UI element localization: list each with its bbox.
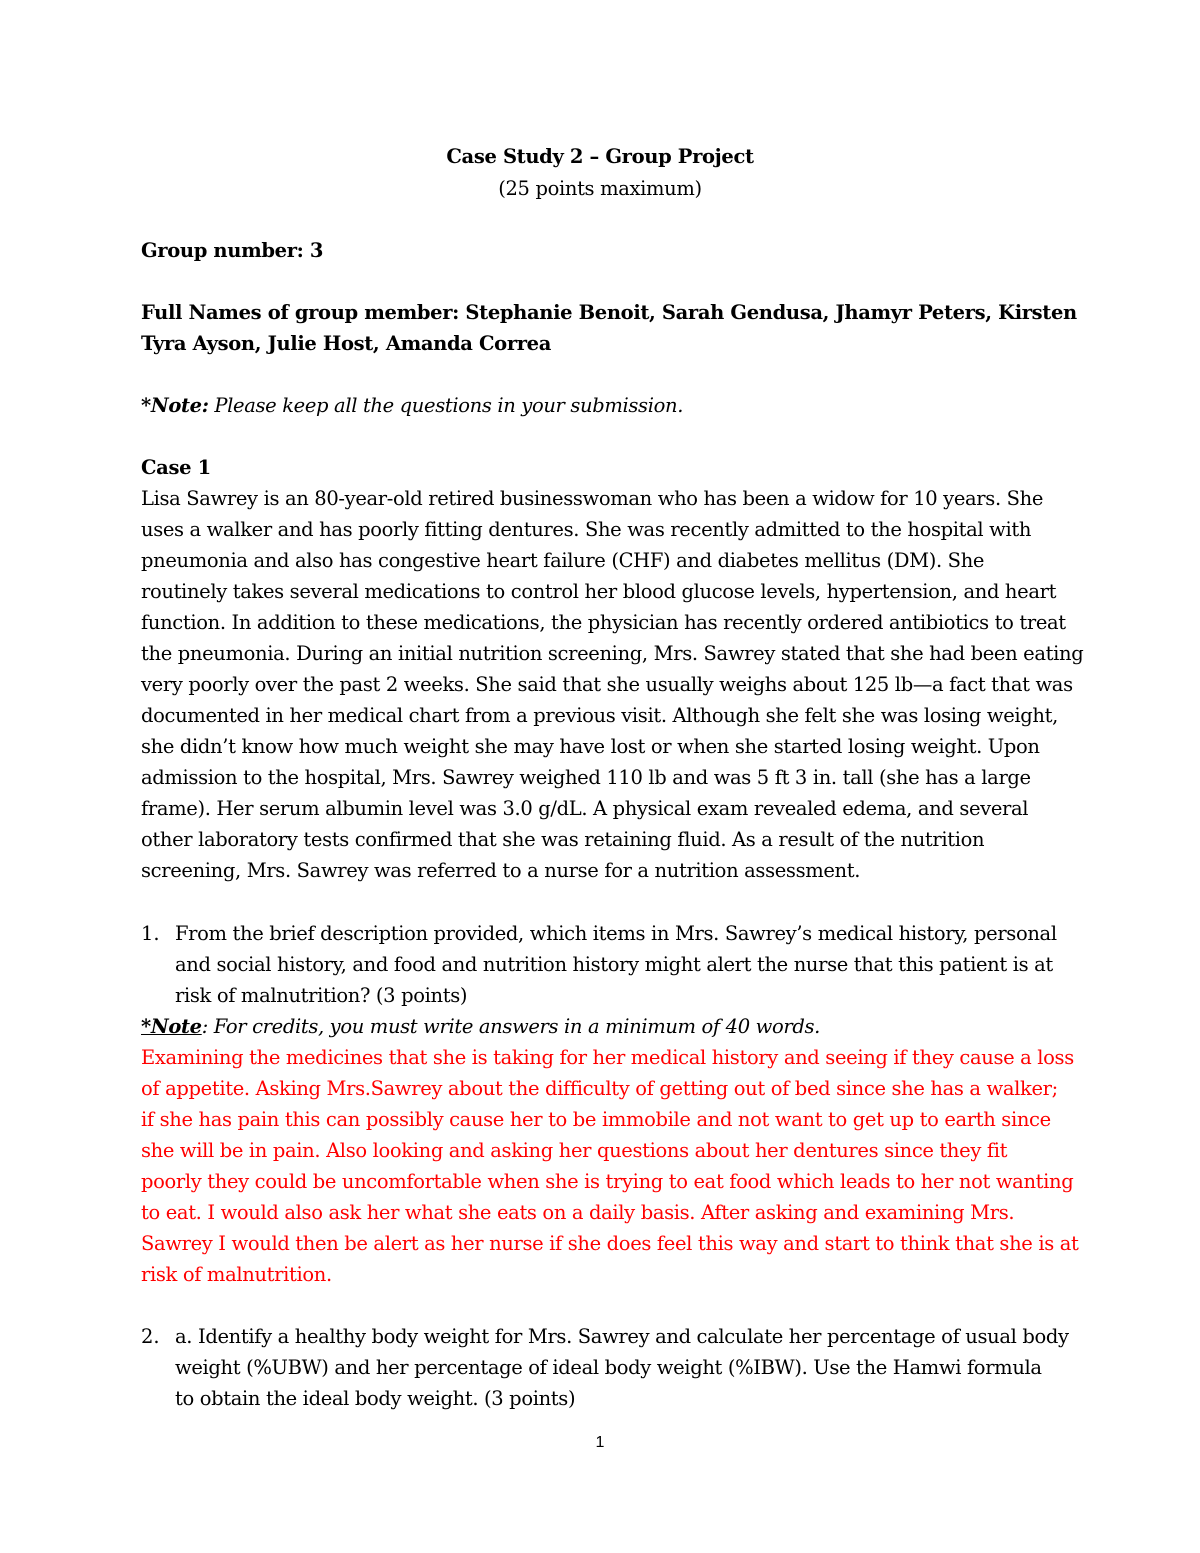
group-members-line-1: Full Names of group member: Stephanie Benoit, Sarah Gendusa, Jhamyr Peters, Kirsten xyxy=(141,301,1077,324)
answer-line: of appetite. Asking Mrs.Sawrey about the difficulty of getting out of bed since she has a walker; xyxy=(141,1077,1058,1100)
answer-line: Sawrey I would then be alert as her nurse if she does feel this way and start to think that she is at xyxy=(141,1232,1079,1255)
case-paragraph-line: other laboratory tests confirmed that she was retaining fluid. As a result of the nutrition xyxy=(141,828,985,851)
case-paragraph-line: frame). Her serum albumin level was 3.0 g/dL. A physical exam revealed edema, and several xyxy=(141,797,1029,820)
case-paragraph-line: Lisa Sawrey is an 80-year-old retired businesswoman who has been a widow for 10 years. She xyxy=(141,487,1044,510)
group-members-line-2: Tyra Ayson, Julie Host, Amanda Correa xyxy=(141,332,552,355)
case-paragraph-line: she didn’t know how much weight she may have lost or when she started losing weight. Upon xyxy=(141,735,1040,758)
credit-note-text: : For credits, you must write answers in a minimum of 40 words. xyxy=(201,1015,820,1038)
answer-line: to eat. I would also ask her what she eats on a daily basis. After asking and examining Mrs. xyxy=(141,1201,1015,1224)
question-2-line: to obtain the ideal body weight. (3 points) xyxy=(175,1387,576,1410)
question-1-line: From the brief description provided, which items in Mrs. Sawrey’s medical history, personal xyxy=(175,922,1057,945)
case-paragraph-line: the pneumonia. During an initial nutrition screening, Mrs. Sawrey stated that she had been eating xyxy=(141,642,1084,665)
credit-note-label: *Note xyxy=(141,1015,202,1038)
group-number: Group number: 3 xyxy=(141,239,324,262)
question-1-number: 1. xyxy=(141,922,160,945)
case-paragraph-line: routinely takes several medications to control her blood glucose levels, hypertension, and heart xyxy=(141,580,1057,603)
note-label: *Note: xyxy=(141,394,209,417)
answer-line: she will be in pain. Also looking and asking her questions about her dentures since they fit xyxy=(141,1139,1008,1162)
case-paragraph-line: screening, Mrs. Sawrey was referred to a nurse for a nutrition assessment. xyxy=(141,859,861,882)
answer-line: poorly they could be uncomfortable when she is trying to eat food which leads to her not wanting xyxy=(141,1170,1074,1193)
case-paragraph-line: admission to the hospital, Mrs. Sawrey weighed 110 lb and was 5 ft 3 in. tall (she has a large xyxy=(141,766,1031,789)
case-paragraph-line: uses a walker and has poorly fitting dentures. She was recently admitted to the hospital with xyxy=(141,518,1032,541)
submission-note xyxy=(141,390,1071,421)
question-1-line: and social history, and food and nutrition history might alert the nurse that this patient is at xyxy=(175,953,1053,976)
page-number: 1 xyxy=(595,1434,605,1451)
case-paragraph-line: pneumonia and also has congestive heart failure (CHF) and diabetes mellitus (DM). She xyxy=(141,549,985,572)
document-title: Case Study 2 – Group Project xyxy=(446,145,754,168)
case-paragraph-line: very poorly over the past 2 weeks. She said that she usually weighs about 125 lb—a fact that was xyxy=(141,673,1073,696)
case-title: Case 1 xyxy=(141,456,211,479)
question-2-line: a. Identify a healthy body weight for Mrs. Sawrey and calculate her percentage of usual body xyxy=(175,1325,1069,1348)
note-text: Please keep all the questions in your submission. xyxy=(208,394,684,417)
question-2-number: 2. xyxy=(141,1325,160,1348)
case-paragraph-line: function. In addition to these medications, the physician has recently ordered antibiotics to treat xyxy=(141,611,1066,634)
question-1-line: risk of malnutrition? (3 points) xyxy=(175,984,468,1007)
case-paragraph-line: documented in her medical chart from a previous visit. Although she felt she was losing weight, xyxy=(141,704,1058,727)
answer-line: risk of malnutrition. xyxy=(141,1263,332,1286)
answer-line: if she has pain this can possibly cause her to be immobile and not want to get up to earth since xyxy=(141,1108,1051,1131)
credit-note xyxy=(141,1011,1071,1042)
question-2-line: weight (%UBW) and her percentage of ideal body weight (%IBW). Use the Hamwi formula xyxy=(175,1356,1042,1379)
answer-line: Examining the medicines that she is taking for her medical history and seeing if they cause a loss xyxy=(141,1046,1074,1069)
document-subtitle: (25 points maximum) xyxy=(498,177,702,200)
